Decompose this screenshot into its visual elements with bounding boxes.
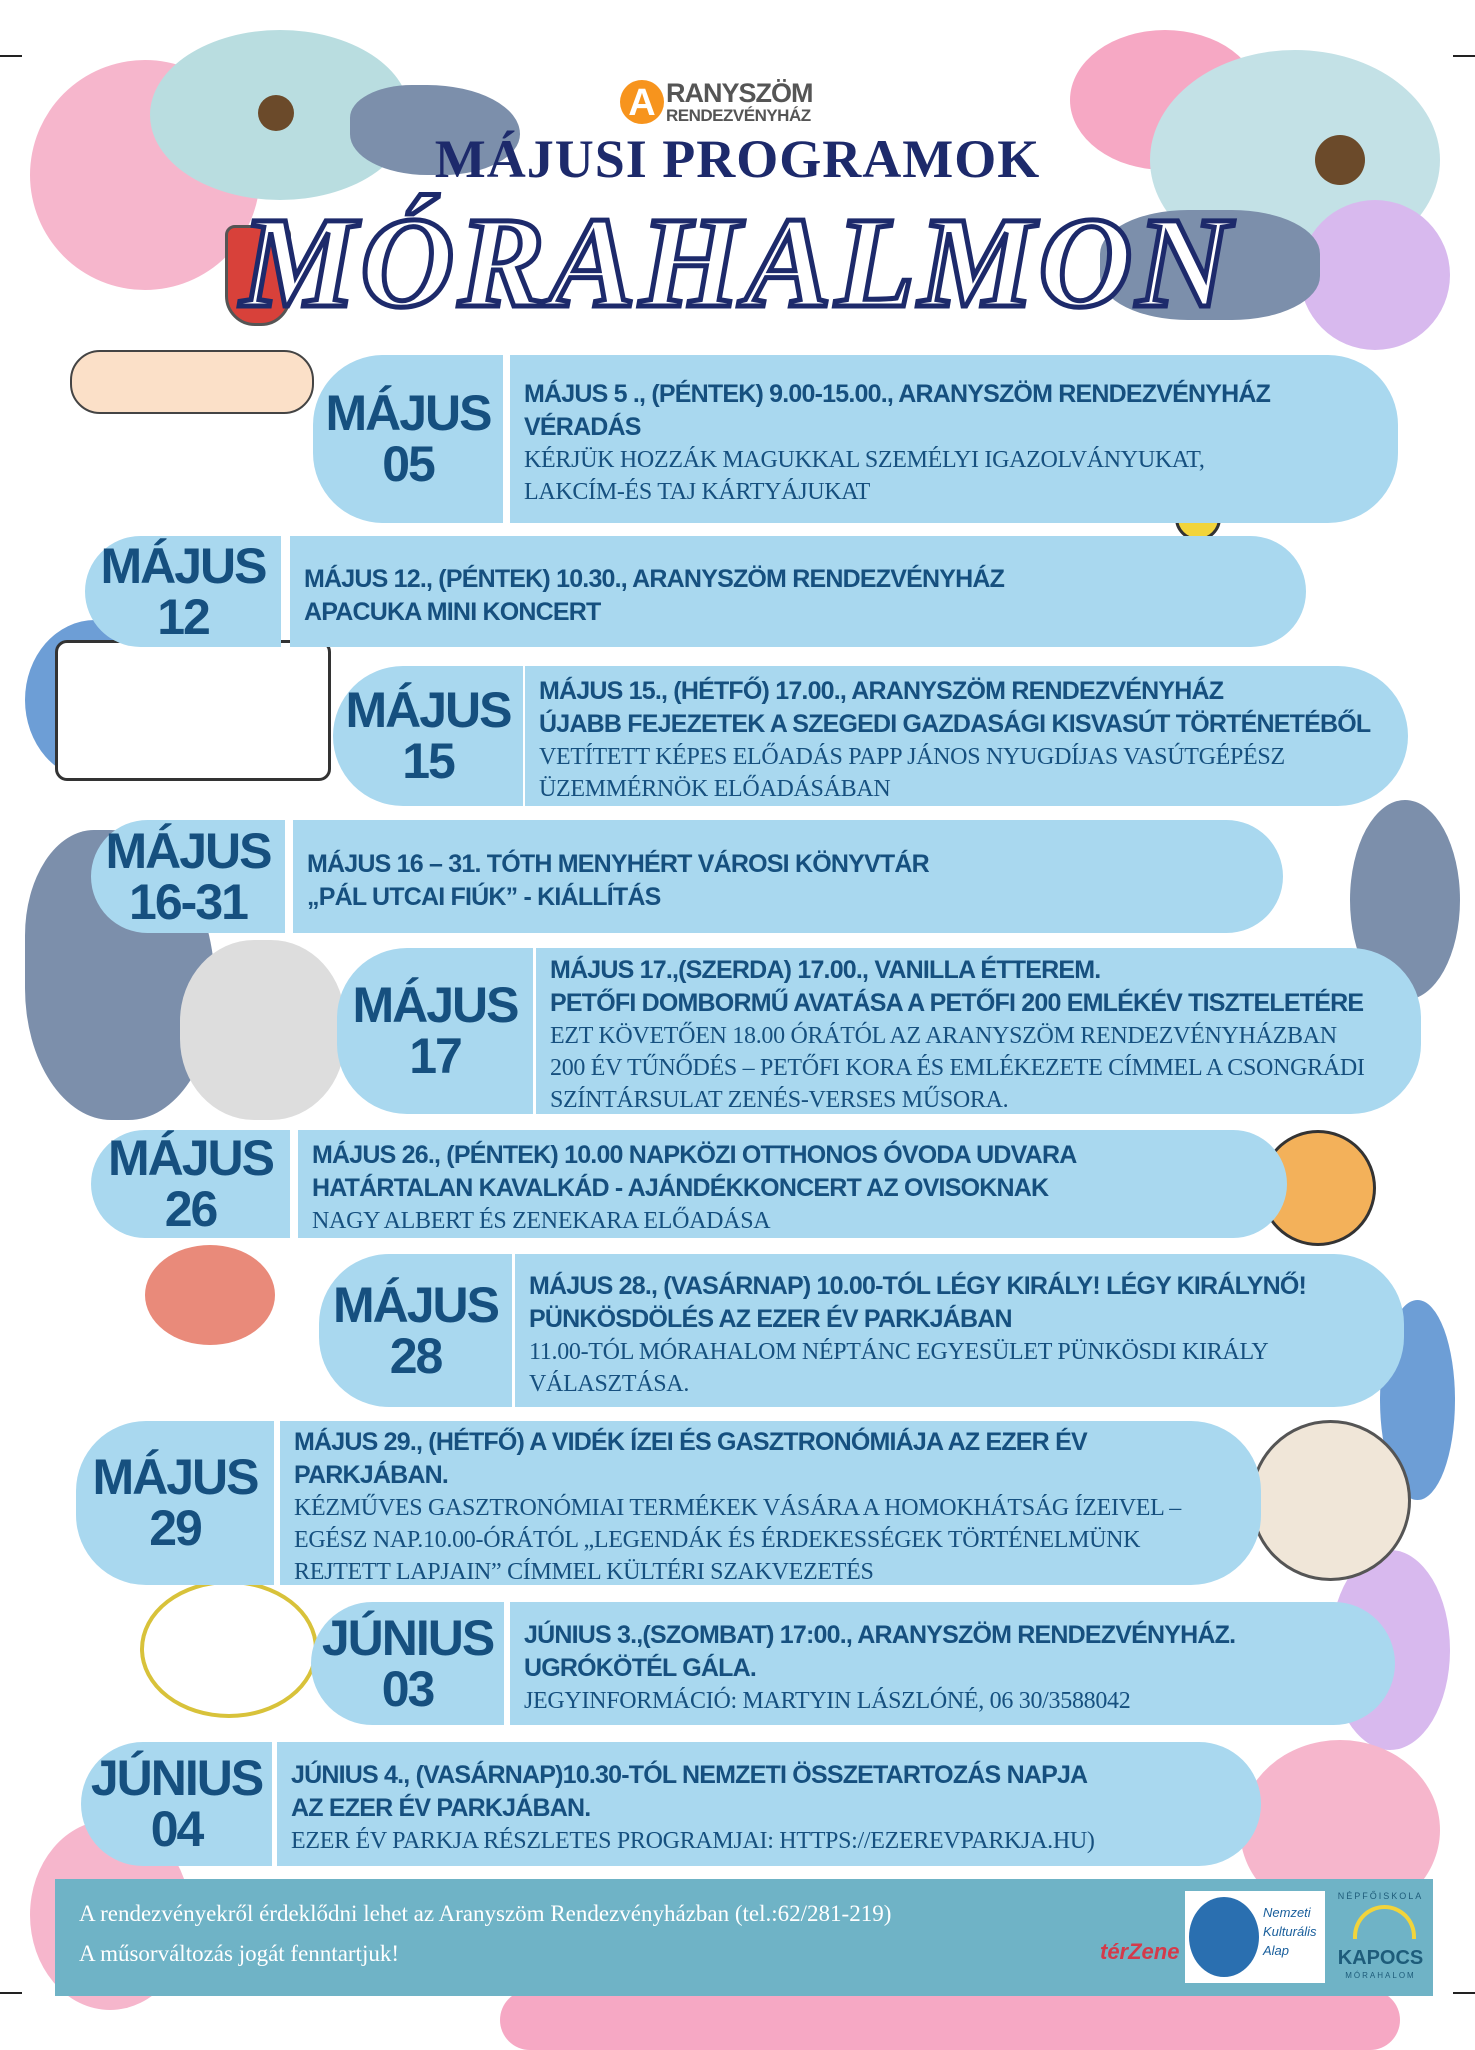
event-month: JÚNIUS — [321, 1609, 494, 1666]
jump-rope-icon — [140, 1580, 318, 1718]
tulip-icon — [145, 1245, 275, 1345]
crop-mark — [0, 1992, 22, 1994]
event-headline: MÁJUS 5 ., (PÉNTEK) 9.00-15.00., ARANYSZÖM RENDEZVÉNYHÁZ — [524, 380, 1271, 408]
event-details — [515, 1254, 1404, 1407]
event-details — [510, 1602, 1395, 1725]
event-headline: MÁJUS 16 – 31. TÓTH MENYHÉRT VÁROSI KÖNYVTÁR — [307, 849, 929, 878]
event-headline: PARKJÁBAN. — [294, 1461, 449, 1489]
event-month: MÁJUS — [105, 822, 271, 879]
logo-line1: RANYSZÖM — [666, 78, 813, 108]
aranyszom-logo — [620, 78, 813, 126]
kapocs-top: NÉPFŐISKOLA — [1337, 1891, 1424, 1901]
event-month: MÁJUS — [332, 1276, 499, 1333]
event-headline: AZ EZER ÉV PARKJÁBAN. — [291, 1794, 591, 1822]
kapocs-name: KAPOCS — [1337, 1947, 1424, 1969]
tree-emblem-icon — [1189, 1897, 1259, 1977]
event-date-badge — [319, 1254, 512, 1407]
event-date-badge — [76, 1421, 274, 1585]
event-description: VÁLASZTÁSA. — [529, 1370, 690, 1397]
event-headline: PÜNKÖSDÖLÉS AZ EZER ÉV PARKJÁBAN — [529, 1304, 1012, 1333]
event-description: 11.00-TÓL MÓRAHALOM NÉPTÁNC EGYESÜLET PÜNKÖSDI KIRÁLY — [529, 1338, 1269, 1365]
event-day: 03 — [381, 1660, 434, 1717]
event-headline: UGRÓKÖTÉL GÁLA. — [524, 1653, 756, 1682]
event-details — [280, 1421, 1261, 1585]
event-month: MÁJUS — [325, 385, 491, 441]
event-day: 17 — [409, 1028, 461, 1084]
event-headline: ÚJABB FEJEZETEK A SZEGEDI GAZDASÁGI KISVASÚT TÖRTÉNETÉBŐL — [539, 710, 1371, 738]
flower-center-decor — [258, 95, 294, 131]
event-description: NAGY ALBERT ÉS ZENEKARA ELŐADÁSA — [312, 1208, 771, 1234]
crop-mark — [0, 55, 22, 57]
event-headline: MÁJUS 17.,(SZERDA) 17.00., VANILLA ÉTTEREM. — [550, 956, 1101, 984]
event-description: SZÍNTÁRSULAT ZENÉS-VERSES MŰSORA. — [550, 1087, 1009, 1113]
event-description: LAKCÍM-ÉS TAJ KÁRTYÁJUKAT — [524, 479, 871, 505]
crop-mark — [1453, 55, 1475, 57]
locomotive-icon — [55, 640, 331, 781]
event-month: JÚNIUS — [90, 1750, 263, 1806]
event-date-badge — [91, 1130, 290, 1238]
event-date-badge — [313, 355, 503, 523]
crop-mark — [1453, 1992, 1475, 1994]
event-month: MÁJUS — [345, 682, 511, 738]
petofi-portrait — [180, 940, 345, 1120]
nka-line: Alap — [1263, 1943, 1290, 1958]
event-day: 16-31 — [129, 873, 247, 930]
event-headline: „PÁL UTCAI FIÚK” - KIÁLLÍTÁS — [307, 882, 661, 911]
event-description: KÉRJÜK HOZZÁK MAGUKKAL SZEMÉLYI IGAZOLVÁNYUKAT, — [524, 447, 1205, 473]
page-title: MÓRAHALMON — [240, 191, 1235, 335]
event-details — [293, 820, 1283, 933]
event-description: ÜZEMMÉRNÖK ELŐADÁSÁBAN — [539, 776, 891, 802]
event-details — [298, 1130, 1287, 1238]
footer-disclaimer: A műsorváltozás jogát fenntartjuk! — [79, 1941, 400, 1966]
footer-banner — [55, 1879, 1433, 1996]
event-month: MÁJUS — [92, 1449, 258, 1505]
event-description: 200 ÉV TŰNŐDÉS – PETŐFI KORA ÉS EMLÉKEZETE CÍMMEL A CSONGRÁDI — [550, 1055, 1365, 1081]
event-date-badge — [91, 820, 285, 933]
event-description: EZER ÉV PARKJA RÉSZLETES PROGRAMJAI: HTTPS://EZEREVPARKJA.HU) — [291, 1828, 1095, 1854]
event-details — [290, 536, 1306, 647]
event-headline: PETŐFI DOMBORMŰ AVATÁSA A PETŐFI 200 EMLÉKÉV TISZTELETÉRE — [550, 989, 1364, 1017]
event-date-badge — [81, 1742, 272, 1866]
event-headline: APACUKA MINI KONCERT — [304, 597, 601, 626]
event-description: REJTETT LAPJAIN” CÍMMEL KÜLTÉRI SZAKVEZETÉS — [294, 1559, 874, 1585]
event-day: 04 — [150, 1801, 203, 1857]
event-headline: MÁJUS 29., (HÉTFŐ) A VIDÉK ÍZEI ÉS GASZTRONÓMIÁJA AZ EZER ÉV — [294, 1428, 1087, 1456]
event-headline: MÁJUS 15., (HÉTFŐ) 17.00., ARANYSZÖM RENDEZVÉNYHÁZ — [539, 677, 1224, 705]
kapocs-town: MÓRAHALOM — [1345, 1971, 1416, 1980]
terzene-logo: térZene — [1100, 1939, 1180, 1964]
event-day: 29 — [149, 1500, 201, 1556]
event-headline: VÉRADÁS — [524, 413, 641, 441]
rainbow-icon — [1353, 1905, 1416, 1939]
event-headline: HATÁRTALAN KAVALKÁD - AJÁNDÉKKONCERT AZ OVISOKNAK — [312, 1174, 1049, 1202]
nka-line: Kulturális — [1263, 1924, 1317, 1939]
event-description: KÉZMŰVES GASZTRONÓMIAI TERMÉKEK VÁSÁRA A HOMOKHÁTSÁG ÍZEIVEL – — [294, 1495, 1181, 1521]
event-month: MÁJUS — [352, 977, 518, 1033]
event-headline: JÚNIUS 3.,(SZOMBAT) 17:00., ARANYSZÖM RENDEZVÉNYHÁZ. — [524, 1620, 1236, 1649]
event-month: MÁJUS — [100, 537, 266, 594]
event-date-badge — [311, 1602, 504, 1725]
event-day: 28 — [389, 1327, 442, 1384]
event-month: MÁJUS — [107, 1130, 274, 1186]
event-description: EZT KÖVETŐEN 18.00 ÓRÁTÓL AZ ARANYSZÖM RENDEZVÉNYHÁZBAN — [550, 1023, 1337, 1049]
event-headline: MÁJUS 28., (VASÁRNAP) 10.00-TÓL LÉGY KIRÁLY! LÉGY KIRÁLYNŐ! — [529, 1271, 1307, 1300]
event-description: JEGYINFORMÁCIÓ: MARTYIN LÁSZLÓNÉ, 06 30/3588042 — [524, 1687, 1131, 1714]
event-headline: MÁJUS 26., (PÉNTEK) 10.00 NAPKÖZI OTTHONOS ÓVODA UDVARA — [312, 1141, 1077, 1169]
event-date-badge — [333, 666, 523, 806]
footer-info-text: A rendezvényekről érdeklődni lehet az Aranyszöm Rendezvényházban (tel.:62/281-219) — [79, 1901, 892, 1926]
event-day: 15 — [402, 733, 454, 789]
event-date-badge — [337, 948, 533, 1114]
event-details — [525, 666, 1408, 806]
event-day: 05 — [382, 436, 434, 492]
event-headline: JÚNIUS 4., (VASÁRNAP)10.30-TÓL NEMZETI ÖSSZETARTOZÁS NAPJA — [291, 1761, 1088, 1789]
event-details — [510, 355, 1398, 523]
nka-line: Nemzeti — [1263, 1905, 1311, 1920]
event-description: VETÍTETT KÉPES ELŐADÁS PAPP JÁNOS NYUGDÍJAS VASÚTGÉPÉSZ — [539, 744, 1285, 770]
page-subtitle: MÁJUSI PROGRAMOK — [434, 129, 1041, 189]
nka-logo — [1185, 1891, 1325, 1983]
event-headline: MÁJUS 12., (PÉNTEK) 10.30., ARANYSZÖM RENDEZVÉNYHÁZ — [304, 564, 1005, 593]
event-details — [536, 948, 1421, 1114]
event-description: EGÉSZ NAP.10.00-ÓRÁTÓL „LEGENDÁK ÉS ÉRDEKESSÉGEK TÖRTÉNELMÜNK — [294, 1527, 1141, 1553]
event-details — [277, 1742, 1261, 1866]
logo-line2: RENDEZVÉNYHÁZ — [666, 106, 811, 125]
logo-mark: A — [620, 80, 664, 124]
kapocs-logo — [1333, 1891, 1428, 1983]
event-day: 12 — [157, 588, 209, 645]
event-day: 26 — [164, 1181, 217, 1237]
arm-icon — [70, 350, 314, 414]
event-date-badge — [85, 536, 281, 647]
food-plate-icon — [1250, 1420, 1411, 1581]
pink-flower-decor — [500, 1990, 1400, 2050]
